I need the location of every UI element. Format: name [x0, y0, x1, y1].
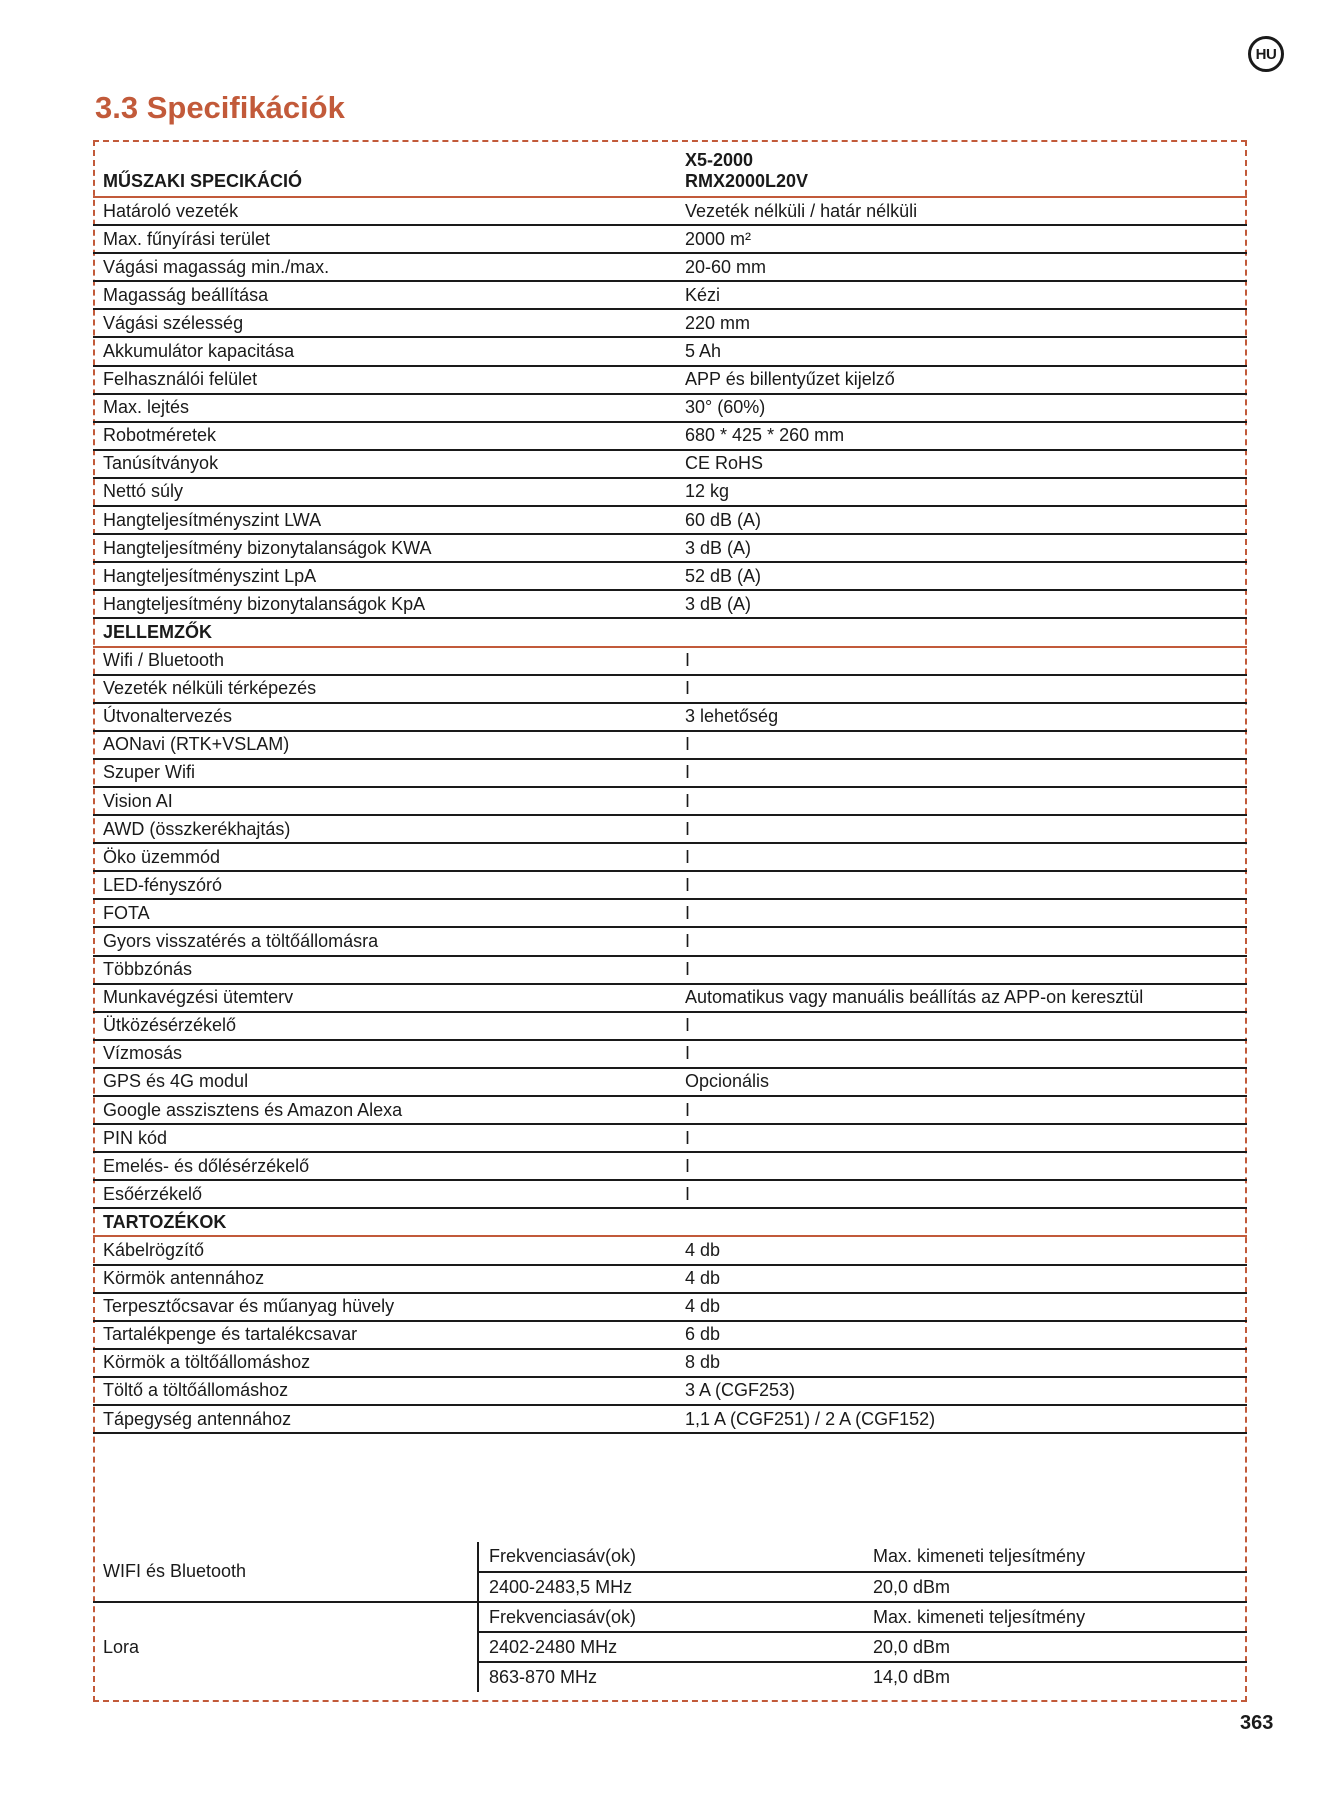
spec-name: PIN kód	[93, 1124, 673, 1152]
table-row	[93, 703, 1247, 731]
spec-name: Vision AI	[93, 787, 673, 815]
lora-band-value: 2402-2480 MHz	[478, 1632, 863, 1662]
spec-value: Opcionális	[673, 1068, 1247, 1096]
spec-name: Akkumulátor kapacitása	[93, 337, 673, 365]
spec-name: LED-fényszóró	[93, 871, 673, 899]
spec-value: 3 lehetőség	[673, 703, 1247, 731]
table-row	[93, 309, 1247, 337]
spec-value: 680 * 425 * 260 mm	[673, 422, 1247, 450]
spec-name: Felhasználói felület	[93, 366, 673, 394]
wifi-power-header: Max. kimeneti teljesítmény	[863, 1542, 1247, 1572]
spec-value: Automatikus vagy manuális beállítás az APP-on keresztül	[673, 984, 1247, 1012]
spec-name: Vezeték nélküli térképezés	[93, 675, 673, 703]
spec-name: Ütközésérzékelő	[93, 1012, 673, 1040]
spec-value: 12 kg	[673, 478, 1247, 506]
spec-name: Vízmosás	[93, 1040, 673, 1068]
spec-value: I	[673, 899, 1247, 927]
spec-value: 6 db	[673, 1321, 1247, 1349]
spec-value: 60 dB (A)	[673, 506, 1247, 534]
model-code: RMX2000L20V	[685, 171, 809, 191]
table-row	[93, 871, 1247, 899]
model-name: X5-2000	[685, 150, 754, 170]
spec-value: 8 db	[673, 1349, 1247, 1377]
table-row	[93, 1321, 1247, 1349]
lora-power-header: Max. kimeneti teljesítmény	[863, 1602, 1247, 1632]
spec-name: Hangteljesítmény bizonytalanságok KWA	[93, 534, 673, 562]
table-row	[93, 731, 1247, 759]
lora-band-header: Frekvenciasáv(ok)	[478, 1602, 863, 1632]
table-row	[93, 450, 1247, 478]
table-row	[93, 1012, 1247, 1040]
section-title: 3.3 Specifikációk	[95, 90, 345, 125]
table-row	[93, 506, 1247, 534]
spec-name: Útvonaltervezés	[93, 703, 673, 731]
lora-power-value: 14,0 dBm	[873, 1667, 951, 1687]
spec-name: Szuper Wifi	[93, 759, 673, 787]
spec-value: Vezeték nélküli / határ nélküli	[673, 197, 1247, 225]
page-number: 363	[1240, 1712, 1274, 1734]
table-row	[93, 1349, 1247, 1377]
spec-name: Magasság beállítása	[93, 281, 673, 309]
table-row	[93, 1096, 1247, 1124]
spec-value: 52 dB (A)	[673, 562, 1247, 590]
spec-value: I	[673, 871, 1247, 899]
radio-table	[93, 1542, 1247, 1692]
spec-value: 1,1 A (CGF251) / 2 A (CGF152)	[673, 1405, 1247, 1433]
spec-value: APP és billentyűzet kijelző	[673, 366, 1247, 394]
wifi-band-value: 2400-2483,5 MHz	[478, 1572, 863, 1602]
language-badge: HU	[1248, 36, 1284, 72]
spec-value: CE RoHS	[673, 450, 1247, 478]
spec-name: Nettó súly	[93, 478, 673, 506]
spec-name: Tartalékpenge és tartalékcsavar	[93, 1321, 673, 1349]
spec-value: 20-60 mm	[673, 253, 1247, 281]
table-row	[93, 225, 1247, 253]
spec-name: GPS és 4G modul	[93, 1068, 673, 1096]
table-row	[93, 1405, 1247, 1433]
wifi-bluetooth-label: WIFI és Bluetooth	[93, 1542, 478, 1602]
spec-table-header	[93, 142, 1247, 197]
spec-name: Hangteljesítményszint LWA	[93, 506, 673, 534]
spec-value: I	[673, 927, 1247, 955]
spec-name: Terpesztőcsavar és műanyag hüvely	[93, 1293, 673, 1321]
spec-name: AONavi (RTK+VSLAM)	[93, 731, 673, 759]
table-row	[93, 675, 1247, 703]
spec-value: 5 Ah	[673, 337, 1247, 365]
table-row	[93, 984, 1247, 1012]
spec-name: Határoló vezeték	[93, 197, 673, 225]
spec-name: FOTA	[93, 899, 673, 927]
accessories-section-header	[93, 1208, 1247, 1236]
spec-name: Öko üzemmód	[93, 843, 673, 871]
table-row	[93, 337, 1247, 365]
spec-name: Kábelrögzítő	[93, 1236, 673, 1264]
table-row	[93, 422, 1247, 450]
spec-value: I	[673, 1040, 1247, 1068]
spec-value: 2000 m²	[673, 225, 1247, 253]
spec-value: I	[673, 843, 1247, 871]
table-row	[93, 956, 1247, 984]
spec-name: Többzónás	[93, 956, 673, 984]
table-row	[93, 394, 1247, 422]
spec-value: Kézi	[673, 281, 1247, 309]
table-row	[93, 1180, 1247, 1208]
table-row	[93, 253, 1247, 281]
table-row	[93, 197, 1247, 225]
spec-table	[93, 142, 1247, 1434]
spec-value: I	[673, 1124, 1247, 1152]
table-row	[93, 787, 1247, 815]
spec-name: Vágási szélesség	[93, 309, 673, 337]
spec-name: Tanúsítványok	[93, 450, 673, 478]
section-heading-empty	[673, 1208, 1247, 1236]
table-row	[93, 1236, 1247, 1264]
spec-value: I	[673, 1012, 1247, 1040]
table-row	[93, 1152, 1247, 1180]
table-row	[93, 1265, 1247, 1293]
spec-name: Munkavégzési ütemterv	[93, 984, 673, 1012]
spec-name: Tápegység antennához	[93, 1405, 673, 1433]
spec-name: Emelés- és dőlésérzékelő	[93, 1152, 673, 1180]
spec-name: Vágási magasság min./max.	[93, 253, 673, 281]
spec-value: I	[673, 647, 1247, 675]
spec-name: Körmök antennához	[93, 1265, 673, 1293]
table-row	[93, 1068, 1247, 1096]
lora-band-value: 863-870 MHz	[489, 1667, 598, 1687]
table-row	[93, 927, 1247, 955]
spec-value: 3 dB (A)	[673, 534, 1247, 562]
spec-value: 4 db	[673, 1265, 1247, 1293]
spec-value: I	[673, 759, 1247, 787]
spec-header-label: MŰSZAKI SPECIKÁCIÓ	[93, 142, 673, 197]
spec-value: 4 db	[673, 1293, 1247, 1321]
section-heading: JELLEMZŐK	[93, 618, 673, 646]
table-row	[93, 759, 1247, 787]
spec-value: I	[673, 956, 1247, 984]
spec-name: Gyors visszatérés a töltőállomásra	[93, 927, 673, 955]
spec-name: Körmök a töltőállomáshoz	[93, 1349, 673, 1377]
model-header	[673, 142, 1247, 197]
spec-name: Robotméretek	[93, 422, 673, 450]
spec-name: Hangteljesítményszint LpA	[93, 562, 673, 590]
spec-value: 4 db	[673, 1236, 1247, 1264]
spec-value: 220 mm	[673, 309, 1247, 337]
spec-value: I	[673, 815, 1247, 843]
spec-value: I	[673, 1180, 1247, 1208]
spec-value: 30° (60%)	[673, 394, 1247, 422]
table-row	[93, 534, 1247, 562]
lora-label: Lora	[93, 1602, 478, 1692]
table-row	[93, 281, 1247, 309]
table-row	[93, 478, 1247, 506]
table-row	[93, 590, 1247, 618]
table-row	[93, 1040, 1247, 1068]
lora-power-value: 20,0 dBm	[863, 1632, 1247, 1662]
table-row	[93, 843, 1247, 871]
table-row	[93, 1124, 1247, 1152]
section-heading-empty	[673, 618, 1247, 646]
spec-value: 3 dB (A)	[673, 590, 1247, 618]
wifi-band-header: Frekvenciasáv(ok)	[478, 1542, 863, 1572]
wifi-power-value: 20,0 dBm	[863, 1572, 1247, 1602]
table-row	[93, 562, 1247, 590]
spec-value: I	[673, 731, 1247, 759]
table-row	[93, 647, 1247, 675]
table-row	[93, 815, 1247, 843]
table-row	[93, 1293, 1247, 1321]
spec-name: Google asszisztens és Amazon Alexa	[93, 1096, 673, 1124]
spec-name: Max. lejtés	[93, 394, 673, 422]
spec-name: AWD (összkerékhajtás)	[93, 815, 673, 843]
spec-name: Töltő a töltőállomáshoz	[93, 1377, 673, 1405]
spec-value: I	[673, 787, 1247, 815]
table-row	[93, 1377, 1247, 1405]
table-row	[93, 366, 1247, 394]
spec-name: Max. fűnyírási terület	[93, 225, 673, 253]
spec-name: Wifi / Bluetooth	[93, 647, 673, 675]
spec-value: I	[673, 1152, 1247, 1180]
spec-value: I	[673, 1096, 1247, 1124]
spec-name: Hangteljesítmény bizonytalanságok KpA	[93, 590, 673, 618]
section-heading: TARTOZÉKOK	[93, 1208, 673, 1236]
features-section-header	[93, 618, 1247, 646]
table-row	[93, 899, 1247, 927]
spec-value: I	[673, 675, 1247, 703]
spec-name: Esőérzékelő	[93, 1180, 673, 1208]
spec-value: 3 A (CGF253)	[673, 1377, 1247, 1405]
